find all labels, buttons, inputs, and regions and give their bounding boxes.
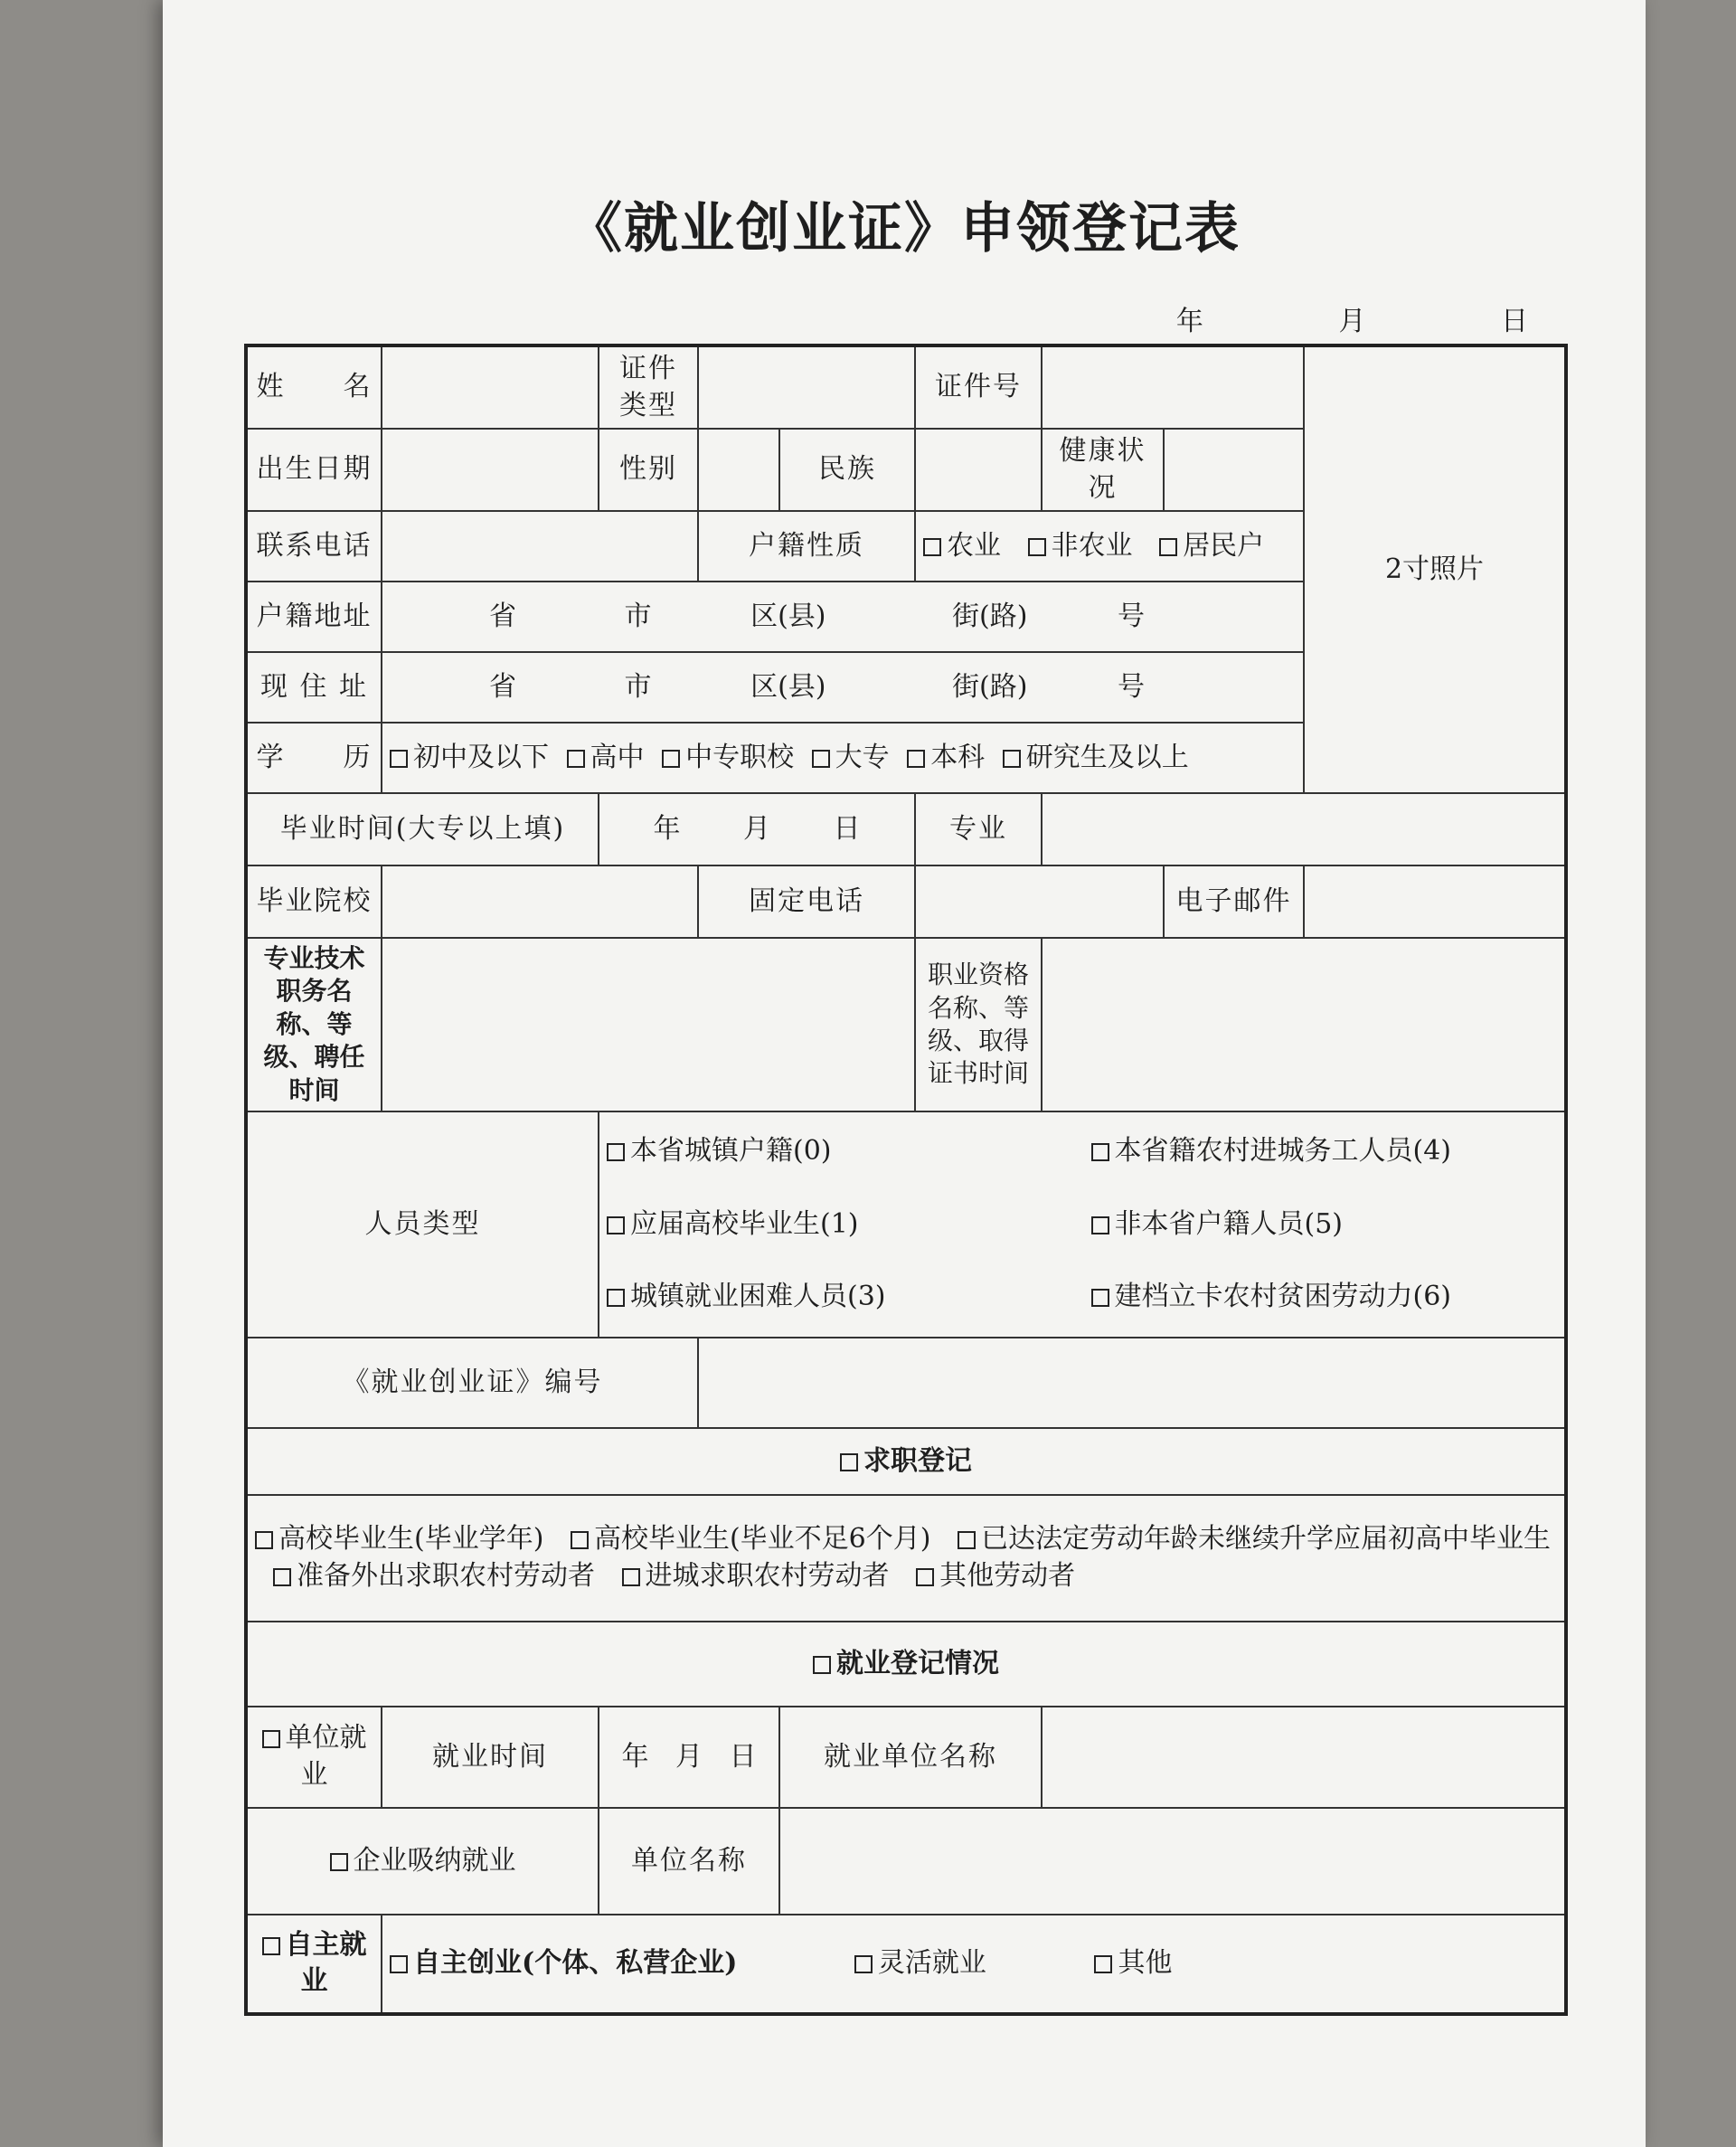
checkbox-icon[interactable] [390,750,408,768]
checkbox-icon[interactable] [1091,1143,1109,1161]
job-seeking-option[interactable]: 准备外出求职农村劳动者 [273,1560,595,1592]
name-label: 姓 名 [246,345,382,429]
self-option[interactable]: 自主创业(个体、私营企业) [390,1947,737,1979]
person-type-option[interactable]: 城镇就业困难人员(3) [607,1279,1073,1316]
job-seeking-option[interactable]: 进城求职农村劳动者 [622,1560,890,1592]
tech-title-field[interactable] [382,938,915,1111]
self-option[interactable]: 其他 [1094,1947,1172,1979]
school-field[interactable] [382,865,698,938]
self-option[interactable]: 灵活就业 [854,1947,986,1979]
enterprise-unit-label: 单位名称 [599,1808,779,1915]
employment-header[interactable]: 就业登记情况 [246,1622,1566,1707]
qualification-label: 职业资格名称、等级、取得证书时间 [915,938,1042,1111]
gender-field[interactable] [698,429,779,511]
current-addr-label: 现 住 址 [246,652,382,723]
email-field[interactable] [1304,865,1566,938]
person-type-option[interactable]: 建档立卡农村贫困劳动力(6) [1091,1279,1558,1316]
checkbox-icon[interactable] [958,1531,976,1549]
checkbox-icon[interactable] [273,1568,291,1586]
job-seeking-options [246,1495,1566,1622]
employ-time-label: 就业时间 [382,1707,599,1808]
health-label: 健康状况 [1042,429,1164,511]
education-option[interactable]: 本科 [907,742,985,773]
checkbox-icon[interactable] [330,1853,348,1871]
checkbox-icon[interactable] [1091,1289,1109,1307]
checkbox-icon[interactable] [662,750,680,768]
hukou-addr-field[interactable]: 省 市 区(县) 街(路) 号 [382,582,1304,652]
checkbox-icon[interactable] [1091,1216,1109,1234]
person-type-option[interactable]: 本省籍农村进城务工人员(4) [1091,1133,1558,1170]
person-type-options [599,1111,1566,1338]
education-options [382,723,1304,793]
checkbox-icon[interactable] [255,1531,273,1549]
current-addr-field[interactable]: 省 市 区(县) 街(路) 号 [382,652,1304,723]
job-seeking-option[interactable]: 已达法定劳动年龄未继续升学应届初高中毕业生 [958,1523,1551,1555]
checkbox-icon[interactable] [607,1143,625,1161]
form-title: 《就业创业证》申领登记表 [568,197,1241,260]
checkbox-icon[interactable] [607,1216,625,1234]
self-employment-options [382,1915,1566,2014]
form-date [1176,298,1528,338]
hukou-type-options [915,511,1304,582]
registration-table [244,344,1568,2016]
ethnicity-label: 民族 [779,429,915,511]
phone-label: 联系电话 [246,511,382,582]
birth-field[interactable] [382,429,599,511]
checkbox-icon[interactable] [571,1531,589,1549]
date-month-label: 月 [1338,306,1366,337]
ethnicity-field[interactable] [915,429,1042,511]
name-field[interactable] [382,345,599,429]
major-field[interactable] [1042,793,1566,865]
cert-no-field[interactable] [698,1338,1566,1428]
tech-title-label: 专业技术职务名称、等级、聘任时间 [246,938,382,1111]
employ-date-field[interactable]: 年 月 日 [599,1707,779,1808]
checkbox-icon[interactable] [262,1937,280,1955]
id-type-field[interactable] [698,345,915,429]
checkbox-icon[interactable] [907,750,925,768]
checkbox-icon[interactable] [262,1730,280,1748]
school-label: 毕业院校 [246,865,382,938]
education-option[interactable]: 高中 [567,742,645,773]
date-day-label: 日 [1501,306,1528,337]
unit-name-field[interactable] [1042,1707,1566,1808]
checkbox-icon[interactable] [923,538,941,556]
phone-field[interactable] [382,511,698,582]
checkbox-icon[interactable] [567,750,585,768]
self-employment-option[interactable]: 自主就业 [246,1915,382,2014]
checkbox-icon[interactable] [1094,1955,1112,1973]
unit-employment-option[interactable]: 单位就业 [246,1707,382,1808]
id-type-label: 证件类型 [599,345,698,429]
photo-box [1304,345,1566,793]
hukou-option[interactable]: 非农业 [1028,530,1133,562]
person-type-option[interactable]: 本省城镇户籍(0) [607,1133,1073,1170]
job-seeking-header[interactable]: 求职登记 [246,1428,1566,1495]
education-option[interactable]: 中专职校 [662,742,794,773]
checkbox-icon[interactable] [813,1656,831,1674]
hukou-type-label: 户籍性质 [698,511,915,582]
person-type-option[interactable]: 非本省户籍人员(5) [1091,1206,1558,1244]
hukou-option[interactable]: 居民户 [1159,530,1264,562]
grad-time-label: 毕业时间(大专以上填) [246,793,599,865]
person-type-label: 人员类型 [246,1111,599,1338]
id-no-label: 证件号 [915,345,1042,429]
education-option[interactable]: 研究生及以上 [1003,742,1189,773]
date-year-label: 年 [1175,306,1203,337]
hukou-addr-label: 户籍地址 [246,582,382,652]
checkbox-icon[interactable] [607,1289,625,1307]
gender-label: 性别 [599,429,698,511]
checkbox-icon[interactable] [622,1568,640,1586]
birth-label: 出生日期 [246,429,382,511]
checkbox-icon[interactable] [812,750,830,768]
job-seeking-option[interactable]: 高校毕业生(毕业不足6个月) [571,1523,931,1555]
qualification-field[interactable] [1042,938,1566,1111]
major-label: 专业 [915,793,1042,865]
person-type-option[interactable]: 应届高校毕业生(1) [607,1206,1073,1244]
email-label: 电子邮件 [1164,865,1304,938]
checkbox-icon[interactable] [1028,538,1046,556]
photo-label: 2寸照片 [1384,553,1485,585]
education-option[interactable]: 初中及以下 [390,742,549,773]
checkbox-icon[interactable] [854,1955,873,1973]
unit-name-label: 就业单位名称 [779,1707,1042,1808]
checkbox-icon[interactable] [390,1955,408,1973]
education-label: 学 历 [246,723,382,793]
hukou-option[interactable]: 农业 [923,530,1001,562]
education-option[interactable]: 大专 [812,742,890,773]
job-seeking-option[interactable]: 高校毕业生(毕业学年) [255,1523,543,1555]
id-no-field[interactable] [1042,345,1304,429]
grad-date-field[interactable]: 年 月 日 [599,793,915,865]
health-field[interactable] [1164,429,1304,511]
enterprise-unit-field[interactable] [779,1808,1566,1915]
form-paper [163,0,1646,2147]
checkbox-icon[interactable] [1003,750,1021,768]
landline-field[interactable] [915,865,1164,938]
checkbox-icon[interactable] [1159,538,1177,556]
landline-label: 固定电话 [698,865,915,938]
checkbox-icon[interactable] [916,1568,934,1586]
checkbox-icon[interactable] [840,1453,858,1471]
enterprise-option[interactable]: 企业吸纳就业 [246,1808,599,1915]
job-seeking-option[interactable]: 其他劳动者 [916,1560,1075,1592]
cert-no-label: 《就业创业证》编号 [246,1338,698,1428]
